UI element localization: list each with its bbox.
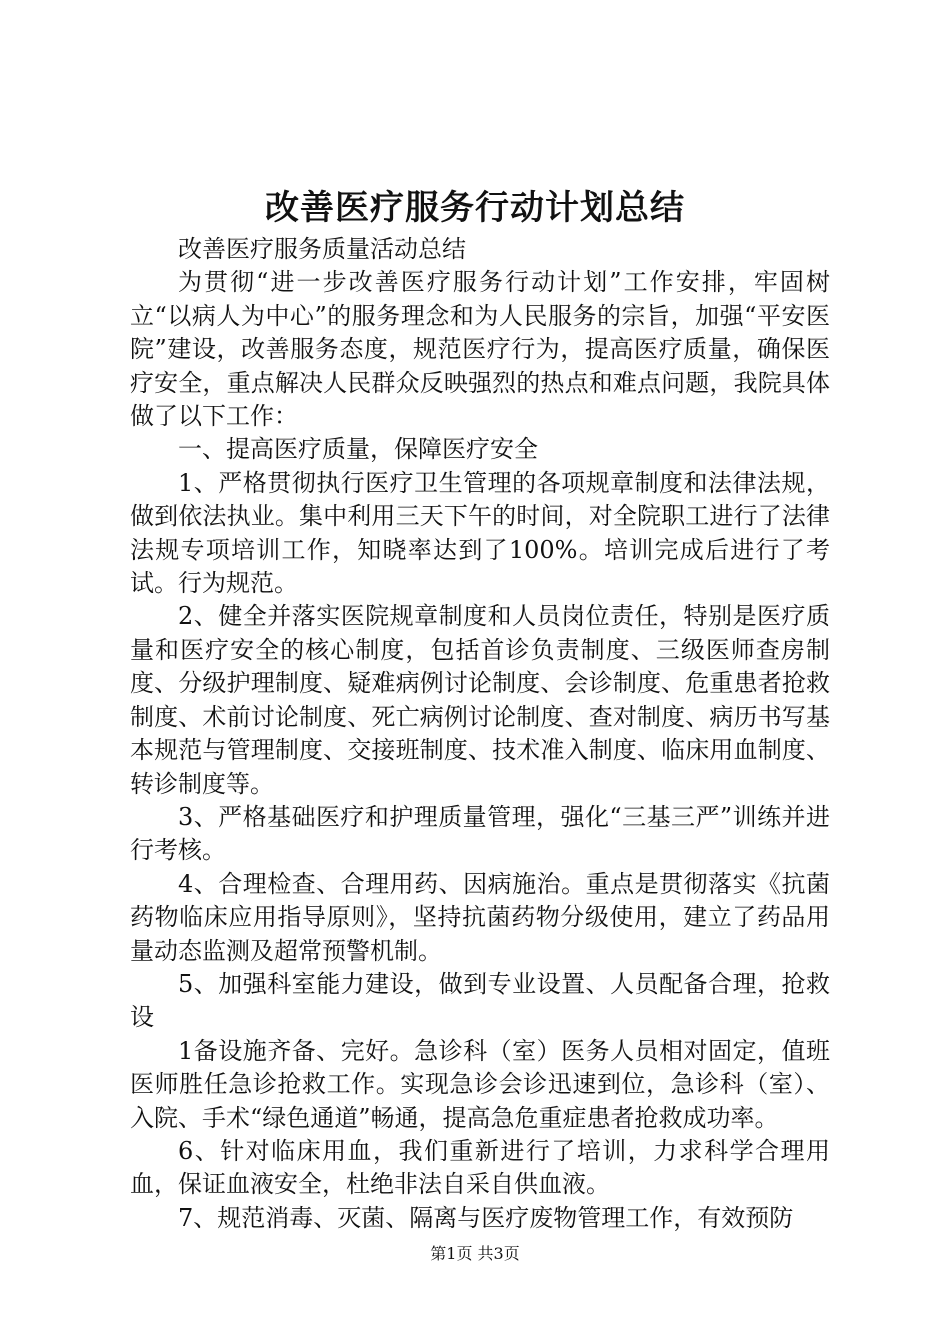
document-body [130, 233, 830, 1235]
paragraph-item-4: 4、合理检查、合理用药、因病施治。重点是贯彻落实《抗菌药物临床应用指导原则》，坚持抗菌药物分级使用，建立了药品用量动态监测及超常预警机制。 [130, 869, 830, 965]
paragraph-item-3: 3、严格基础医疗和护理质量管理，强化“三基三严”训练并进行考核。 [130, 802, 830, 865]
paragraph-item-6: 6、针对临床用血，我们重新进行了培训，力求科学合理用血，保证血液安全，杜绝非法自采自供血液。 [130, 1136, 830, 1199]
paragraph-intro: 为贯彻“进一步改善医疗服务行动计划”工作安排，牢固树立“以病人为中心”的服务理念和为人民服务的宗旨，加强“平安医院”建设，改善服务态度，规范医疗行为，提高医疗质量，确保医疗安全，重点解决人民群众反映强烈的热点和难点问题，我院具体做了以下工作： [130, 268, 830, 431]
document-subtitle: 改善医疗服务质量活动总结 [178, 235, 466, 263]
paragraph-item-7: 7、规范消毒、灭菌、隔离与医疗废物管理工作，有效预防 [178, 1203, 794, 1232]
document-title: 改善医疗服务行动计划总结 [265, 188, 685, 228]
page-number-footer: 第1页 共3页 [430, 1244, 520, 1263]
paragraph-item-5-continued: 1备设施齐备、完好。急诊科（室）医务人员相对固定，值班医师胜任急诊抢救工作。实现急诊会诊迅速到位，急诊科（室）、入院、手术“绿色通道”畅通，提高急危重症患者抢救成功率。 [130, 1036, 830, 1132]
paragraph-item-1: 1、严格贯彻执行医疗卫生管理的各项规章制度和法律法规，做到依法执业。集中利用三天下午的时间，对全院职工进行了法律法规专项培训工作，知晓率达到了100%。培训完成后进行了考试。行为规范。 [130, 468, 830, 598]
paragraph-item-5: 5、加强科室能力建设，做到专业设置、人员配备合理，抢救设 [130, 969, 830, 1032]
section-heading-1: 一、提高医疗质量，保障医疗安全 [178, 435, 538, 464]
paragraph-item-2: 2、健全并落实医院规章制度和人员岗位责任，特别是医疗质量和医疗安全的核心制度，包括首诊负责制度、三级医师查房制度、分级护理制度、疑难病例讨论制度、会诊制度、危重患者抢救制度、术前讨论制度、死亡病例讨论制度、查对制度、病历书写基本规范与管理制度、交接班制度、技术准入制度、临床用血制度、转诊制度等。 [130, 602, 830, 798]
